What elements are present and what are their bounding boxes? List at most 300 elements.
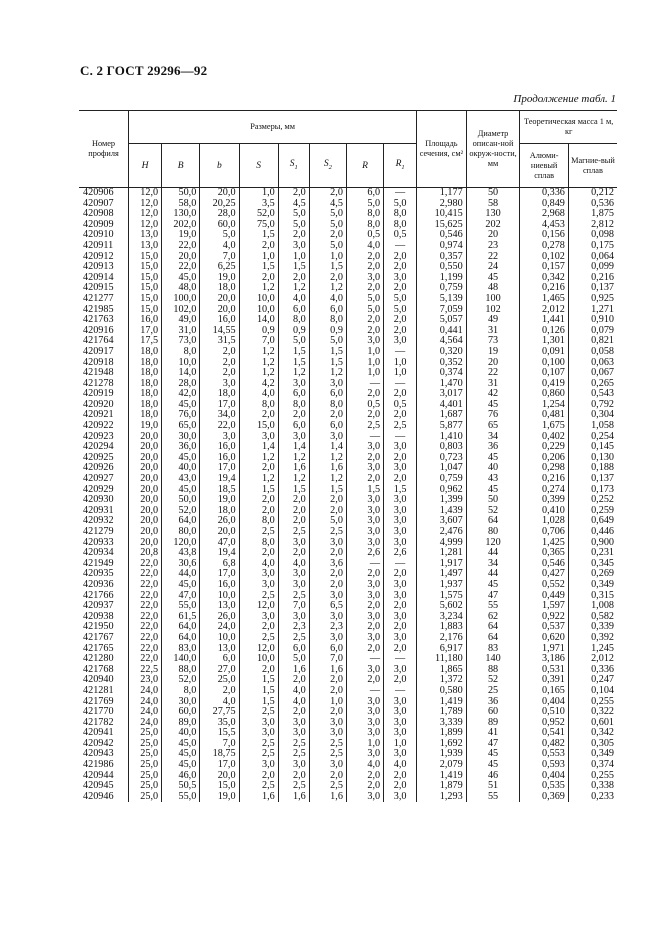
table-cell: 420916 xyxy=(79,326,129,337)
table-cell: 1,0 xyxy=(384,358,417,369)
table-cell: 24,0 xyxy=(129,707,162,718)
table-cell: 1,5 xyxy=(346,485,383,496)
table-cell: 2,5 xyxy=(278,527,309,538)
table-cell: 24,0 xyxy=(129,718,162,729)
table-cell: 17,0 xyxy=(200,569,239,580)
table-row xyxy=(79,654,617,665)
table-cell: 40,0 xyxy=(162,463,200,474)
table-cell: 2,3 xyxy=(309,622,346,633)
table-cell: 420944 xyxy=(79,771,129,782)
table-cell: 420922 xyxy=(79,421,129,432)
table-cell: 3,0 xyxy=(200,432,239,443)
table-cell: 1,939 xyxy=(417,749,467,760)
table-cell: 0,910 xyxy=(568,315,617,326)
table-row xyxy=(79,538,617,549)
table-cell: 47,0 xyxy=(200,538,239,549)
table-row xyxy=(79,432,617,443)
table-cell: 0,552 xyxy=(520,580,569,591)
table-cell: 1,5 xyxy=(278,262,309,273)
table-cell: 1,4 xyxy=(239,442,278,453)
table-cell: 46 xyxy=(466,771,520,782)
table-cell: 420929 xyxy=(79,485,129,496)
table-cell: 1,5 xyxy=(239,697,278,708)
table-cell: 50,0 xyxy=(162,188,200,199)
table-cell: 60 xyxy=(466,707,520,718)
table-cell: 2,0 xyxy=(346,601,383,612)
table-cell: 65,0 xyxy=(162,421,200,432)
table-cell: 4,0 xyxy=(346,241,383,252)
table-cell: 3,0 xyxy=(239,728,278,739)
table-cell: 421768 xyxy=(79,665,129,676)
table-cell: 2,0 xyxy=(239,241,278,252)
table-cell: 0,5 xyxy=(346,400,383,411)
table-row xyxy=(79,283,617,294)
table-cell: 88,0 xyxy=(162,665,200,676)
table-cell: 3,0 xyxy=(346,580,383,591)
table-cell: 2,012 xyxy=(520,305,569,316)
table-cell: 2,0 xyxy=(200,347,239,358)
table-cell: 36,0 xyxy=(162,442,200,453)
table-cell: 24 xyxy=(466,262,520,273)
table-cell: 2,476 xyxy=(417,527,467,538)
table-row xyxy=(79,760,617,771)
table-cell: 0,058 xyxy=(568,347,617,358)
table-cell: 1,199 xyxy=(417,273,467,284)
table-cell: 1,865 xyxy=(417,665,467,676)
table-cell: 8,0 xyxy=(239,400,278,411)
header-S: S xyxy=(239,144,278,188)
table-cell: 45 xyxy=(466,273,520,284)
table-cell: 2,0 xyxy=(278,516,309,527)
table-cell: 18,75 xyxy=(200,749,239,760)
table-cell: 0,402 xyxy=(520,432,569,443)
table-cell: 6,0 xyxy=(309,305,346,316)
table-cell: 0,550 xyxy=(417,262,467,273)
table-cell: 0,922 xyxy=(520,612,569,623)
header-profile-number: Номер профиля xyxy=(79,111,129,188)
table-cell: 73 xyxy=(466,336,520,347)
table-cell: 20,0 xyxy=(129,495,162,506)
table-cell: 1,5 xyxy=(278,485,309,496)
table-cell: — xyxy=(384,347,417,358)
table-cell: 0,100 xyxy=(520,358,569,369)
table-cell: 2,0 xyxy=(384,569,417,580)
table-cell: 18,0 xyxy=(129,389,162,400)
table-cell: 3,0 xyxy=(384,580,417,591)
table-cell: 3,0 xyxy=(384,538,417,549)
table-row xyxy=(79,485,617,496)
table-cell: 43,8 xyxy=(162,548,200,559)
table-cell: 1,675 xyxy=(520,421,569,432)
table-cell: 0,446 xyxy=(568,527,617,538)
table-cell: 421280 xyxy=(79,654,129,665)
table-cell: 202 xyxy=(466,220,520,231)
table-cell: 18,0 xyxy=(129,347,162,358)
table-cell: 1,245 xyxy=(568,644,617,655)
table-cell: 4,0 xyxy=(200,697,239,708)
table-row xyxy=(79,686,617,697)
table-cell: 0,510 xyxy=(520,707,569,718)
table-row xyxy=(79,188,617,199)
table-cell: 0,374 xyxy=(417,368,467,379)
table-cell: 0,130 xyxy=(568,453,617,464)
table-row xyxy=(79,209,617,220)
table-cell: 1,2 xyxy=(309,474,346,485)
table-cell: 20 xyxy=(466,230,520,241)
table-cell: 421278 xyxy=(79,379,129,390)
table-cell: 2,176 xyxy=(417,633,467,644)
table-row xyxy=(79,294,617,305)
table-cell: 0,157 xyxy=(520,262,569,273)
table-row xyxy=(79,347,617,358)
table-cell: 6,0 xyxy=(309,644,346,655)
header-dimensions: Размеры, мм xyxy=(129,111,417,144)
table-cell: 20,25 xyxy=(200,199,239,210)
table-cell: 420940 xyxy=(79,675,129,686)
table-cell: 1,0 xyxy=(346,368,383,379)
table-cell: 52,0 xyxy=(239,209,278,220)
table-cell: 20 xyxy=(466,358,520,369)
table-row xyxy=(79,262,617,273)
table-row xyxy=(79,749,617,760)
table-cell: 0,531 xyxy=(520,665,569,676)
table-cell: 0,336 xyxy=(568,665,617,676)
table-cell: 19 xyxy=(466,347,520,358)
table-cell: 0,536 xyxy=(568,199,617,210)
table-cell: 18,0 xyxy=(200,389,239,400)
table-cell: 5,877 xyxy=(417,421,467,432)
table-row xyxy=(79,506,617,517)
table-cell: 0,274 xyxy=(520,485,569,496)
table-cell: 0,5 xyxy=(384,400,417,411)
table-cell: 23,0 xyxy=(129,675,162,686)
header-R1: $R_1$ xyxy=(384,144,417,188)
table-cell: 420943 xyxy=(79,749,129,760)
table-cell: 27,0 xyxy=(200,665,239,676)
table-cell: 420927 xyxy=(79,474,129,485)
table-row xyxy=(79,644,617,655)
table-cell: — xyxy=(384,559,417,570)
table-cell: 16,0 xyxy=(200,453,239,464)
table-cell: 0,137 xyxy=(568,283,617,294)
table-cell: 22,0 xyxy=(129,559,162,570)
table-row xyxy=(79,622,617,633)
table-cell: 17,0 xyxy=(200,400,239,411)
table-cell: 10,0 xyxy=(239,654,278,665)
table-cell: 45,0 xyxy=(162,749,200,760)
table-cell: 3,0 xyxy=(384,697,417,708)
table-cell: 3,0 xyxy=(346,792,383,803)
table-cell: 22 xyxy=(466,368,520,379)
table-cell: 5,0 xyxy=(200,230,239,241)
table-cell: 3,0 xyxy=(346,442,383,453)
table-cell: 80 xyxy=(466,527,520,538)
table-cell: 0,441 xyxy=(417,326,467,337)
table-row xyxy=(79,665,617,676)
table-cell: 25,0 xyxy=(129,792,162,803)
table-cell: 0,391 xyxy=(520,675,569,686)
table-cell: 8,0 xyxy=(309,400,346,411)
table-cell: 2,5 xyxy=(278,591,309,602)
table-cell: 1,281 xyxy=(417,548,467,559)
table-cell: 2,0 xyxy=(384,622,417,633)
table-cell: 20,0 xyxy=(129,463,162,474)
table-row xyxy=(79,410,617,421)
table-cell: 0,107 xyxy=(520,368,569,379)
table-cell: 8,0 xyxy=(278,400,309,411)
table-cell: 2,0 xyxy=(346,315,383,326)
table-cell: 2,5 xyxy=(239,707,278,718)
table-cell: 420938 xyxy=(79,612,129,623)
table-cell: 2,0 xyxy=(278,506,309,517)
table-row xyxy=(79,718,617,729)
table-cell: 0,315 xyxy=(568,591,617,602)
table-cell: 3,0 xyxy=(278,718,309,729)
table-cell: 0,541 xyxy=(520,728,569,739)
table-cell: 22,0 xyxy=(129,591,162,602)
table-cell: 421764 xyxy=(79,336,129,347)
table-row xyxy=(79,728,617,739)
table-row xyxy=(79,601,617,612)
table-cell: 45 xyxy=(466,760,520,771)
table-cell: 1,419 xyxy=(417,771,467,782)
table-cell: 0,255 xyxy=(568,697,617,708)
table-cell: 1,5 xyxy=(309,485,346,496)
table-cell: 19,0 xyxy=(162,230,200,241)
table-cell: 1,5 xyxy=(239,230,278,241)
table-cell: 45,0 xyxy=(162,739,200,750)
table-cell: 1,0 xyxy=(309,252,346,263)
table-cell: 3,339 xyxy=(417,718,467,729)
table-cell: 0,365 xyxy=(520,548,569,559)
header-theoretical-mass: Теоретическая масса 1 м, кг xyxy=(520,111,617,144)
table-cell: 1,0 xyxy=(384,368,417,379)
table-cell: 4,0 xyxy=(278,559,309,570)
table-cell: 0,305 xyxy=(568,739,617,750)
table-row xyxy=(79,707,617,718)
table-cell: 3,0 xyxy=(239,569,278,580)
table-cell: 49 xyxy=(466,315,520,326)
table-cell: 2,0 xyxy=(239,771,278,782)
table-cell: 52 xyxy=(466,506,520,517)
table-cell: 0,173 xyxy=(568,485,617,496)
table-cell: 25 xyxy=(466,686,520,697)
table-cell: 420294 xyxy=(79,442,129,453)
table-cell: 0,098 xyxy=(568,230,617,241)
table-cell: 7,0 xyxy=(239,336,278,347)
table-cell: 4,0 xyxy=(278,697,309,708)
table-cell: 1,2 xyxy=(309,368,346,379)
table-cell: 3,0 xyxy=(309,728,346,739)
table-cell: 3,0 xyxy=(278,538,309,549)
table-cell: 1,177 xyxy=(417,188,467,199)
table-cell: 421769 xyxy=(79,697,129,708)
table-cell: 2,5 xyxy=(278,739,309,750)
table-cell: 1,5 xyxy=(309,262,346,273)
table-cell: 45 xyxy=(466,749,520,760)
table-cell: 4,0 xyxy=(239,559,278,570)
table-cell: 420906 xyxy=(79,188,129,199)
table-cell: 50 xyxy=(466,188,520,199)
table-cell: 1,5 xyxy=(278,358,309,369)
table-cell: 0,206 xyxy=(520,453,569,464)
table-cell: 3,0 xyxy=(309,432,346,443)
table-cell: 420913 xyxy=(79,262,129,273)
table-cell: 6,0 xyxy=(278,644,309,655)
table-cell: 0,952 xyxy=(520,718,569,729)
table-cell: 1,575 xyxy=(417,591,467,602)
table-cell: 0,5 xyxy=(384,230,417,241)
table-cell: 0,593 xyxy=(520,760,569,771)
table-cell: 0,342 xyxy=(520,273,569,284)
table-cell: 420945 xyxy=(79,781,129,792)
table-cell: 1,2 xyxy=(239,283,278,294)
table-cell: 3,0 xyxy=(384,336,417,347)
table-cell: 44 xyxy=(466,548,520,559)
table-cell: 2,5 xyxy=(346,421,383,432)
table-cell: 8,0 xyxy=(384,220,417,231)
table-cell: 0,546 xyxy=(520,559,569,570)
table-cell: 2,0 xyxy=(200,368,239,379)
table-cell: 4,0 xyxy=(384,760,417,771)
table-cell: 0,410 xyxy=(520,506,569,517)
table-cell: 34 xyxy=(466,432,520,443)
table-row xyxy=(79,548,617,559)
table-cell: 55 xyxy=(466,601,520,612)
table-row xyxy=(79,230,617,241)
table-cell: 2,0 xyxy=(200,686,239,697)
table-cell: 22,0 xyxy=(129,601,162,612)
table-row xyxy=(79,591,617,602)
table-cell: 25,0 xyxy=(129,739,162,750)
table-cell: 20,0 xyxy=(129,527,162,538)
table-cell: 3,0 xyxy=(309,538,346,549)
table-cell: 3,0 xyxy=(384,665,417,676)
table-cell: 1,0 xyxy=(384,739,417,750)
table-cell: 76 xyxy=(466,410,520,421)
table-cell: 1,008 xyxy=(568,601,617,612)
table-cell: 18,0 xyxy=(200,506,239,517)
table-row xyxy=(79,697,617,708)
table-cell: 5,0 xyxy=(278,220,309,231)
table-cell: 34 xyxy=(466,559,520,570)
table-cell: 60,0 xyxy=(200,220,239,231)
table-cell: 2,0 xyxy=(384,474,417,485)
table-cell: 0,537 xyxy=(520,622,569,633)
table-cell: — xyxy=(384,241,417,252)
table-cell: 47,0 xyxy=(162,591,200,602)
table-cell: 1,6 xyxy=(239,792,278,803)
table-cell: 0,079 xyxy=(568,326,617,337)
table-cell: 2,0 xyxy=(346,252,383,263)
table-cell: 3,0 xyxy=(309,591,346,602)
table-cell: 0,352 xyxy=(417,358,467,369)
table-cell: 22,0 xyxy=(162,241,200,252)
table-cell: 6,0 xyxy=(346,188,383,199)
table-cell: 2,0 xyxy=(346,389,383,400)
table-cell: 3,0 xyxy=(346,665,383,676)
table-cell: — xyxy=(384,188,417,199)
table-cell: 1,5 xyxy=(384,485,417,496)
table-row xyxy=(79,379,617,390)
table-cell: 102,0 xyxy=(162,305,200,316)
header-B: B xyxy=(162,144,200,188)
table-cell: 5,0 xyxy=(384,305,417,316)
table-cell: 3,0 xyxy=(346,718,383,729)
table-row xyxy=(79,421,617,432)
table-cell: 1,4 xyxy=(278,442,309,453)
table-cell: 24,0 xyxy=(129,686,162,697)
table-cell: 3,0 xyxy=(384,633,417,644)
table-cell: 4,453 xyxy=(520,220,569,231)
table-cell: 130 xyxy=(466,209,520,220)
table-cell: 4,401 xyxy=(417,400,467,411)
table-cell: 24,0 xyxy=(200,622,239,633)
table-cell: 3,0 xyxy=(278,241,309,252)
table-cell: 100 xyxy=(466,294,520,305)
table-row xyxy=(79,368,617,379)
table-cell: 2,0 xyxy=(239,273,278,284)
table-cell: 20,0 xyxy=(129,485,162,496)
table-row xyxy=(79,516,617,527)
table-cell: 62 xyxy=(466,612,520,623)
table-cell: 2,0 xyxy=(346,675,383,686)
table-cell: 8,0 xyxy=(309,315,346,326)
table-cell: 2,0 xyxy=(309,410,346,421)
table-cell: 3,0 xyxy=(200,379,239,390)
table-cell: 2,980 xyxy=(417,199,467,210)
table-row xyxy=(79,495,617,506)
table-cell: 45,0 xyxy=(162,485,200,496)
table-cell: 3,0 xyxy=(346,538,383,549)
table-cell: 3,0 xyxy=(384,527,417,538)
table-cell: 3,0 xyxy=(239,580,278,591)
table-cell: 100,0 xyxy=(162,294,200,305)
table-cell: 31 xyxy=(466,379,520,390)
table-cell: 2,6 xyxy=(384,548,417,559)
table-cell: 1,301 xyxy=(520,336,569,347)
table-cell: 31 xyxy=(466,326,520,337)
table-cell: 2,0 xyxy=(309,707,346,718)
table-cell: 0,553 xyxy=(520,749,569,760)
table-cell: 20,0 xyxy=(129,516,162,527)
table-cell: 421782 xyxy=(79,718,129,729)
table-cell: 3,0 xyxy=(384,749,417,760)
table-cell: 3,0 xyxy=(309,718,346,729)
table-cell: 16,0 xyxy=(200,580,239,591)
table-cell: 0,582 xyxy=(568,612,617,623)
table-cell: 421767 xyxy=(79,633,129,644)
table-cell: 2,0 xyxy=(239,622,278,633)
table-cell: 22,0 xyxy=(200,421,239,432)
table-cell: 420909 xyxy=(79,220,129,231)
table-cell: 16,0 xyxy=(129,315,162,326)
table-cell: 420912 xyxy=(79,252,129,263)
header-diameter: Диаметр описан-ной окруж-ности, мм xyxy=(466,111,520,188)
table-cell: 2,0 xyxy=(239,548,278,559)
table-cell: 1,5 xyxy=(278,347,309,358)
table-cell: 1,439 xyxy=(417,506,467,517)
table-cell: 3,0 xyxy=(384,728,417,739)
table-row xyxy=(79,463,617,474)
table-cell: 2,0 xyxy=(384,453,417,464)
table-cell: 22 xyxy=(466,252,520,263)
table-row xyxy=(79,612,617,623)
table-row xyxy=(79,326,617,337)
table-cell: 2,0 xyxy=(278,707,309,718)
table-cell: 50 xyxy=(466,495,520,506)
table-cell: 1,789 xyxy=(417,707,467,718)
